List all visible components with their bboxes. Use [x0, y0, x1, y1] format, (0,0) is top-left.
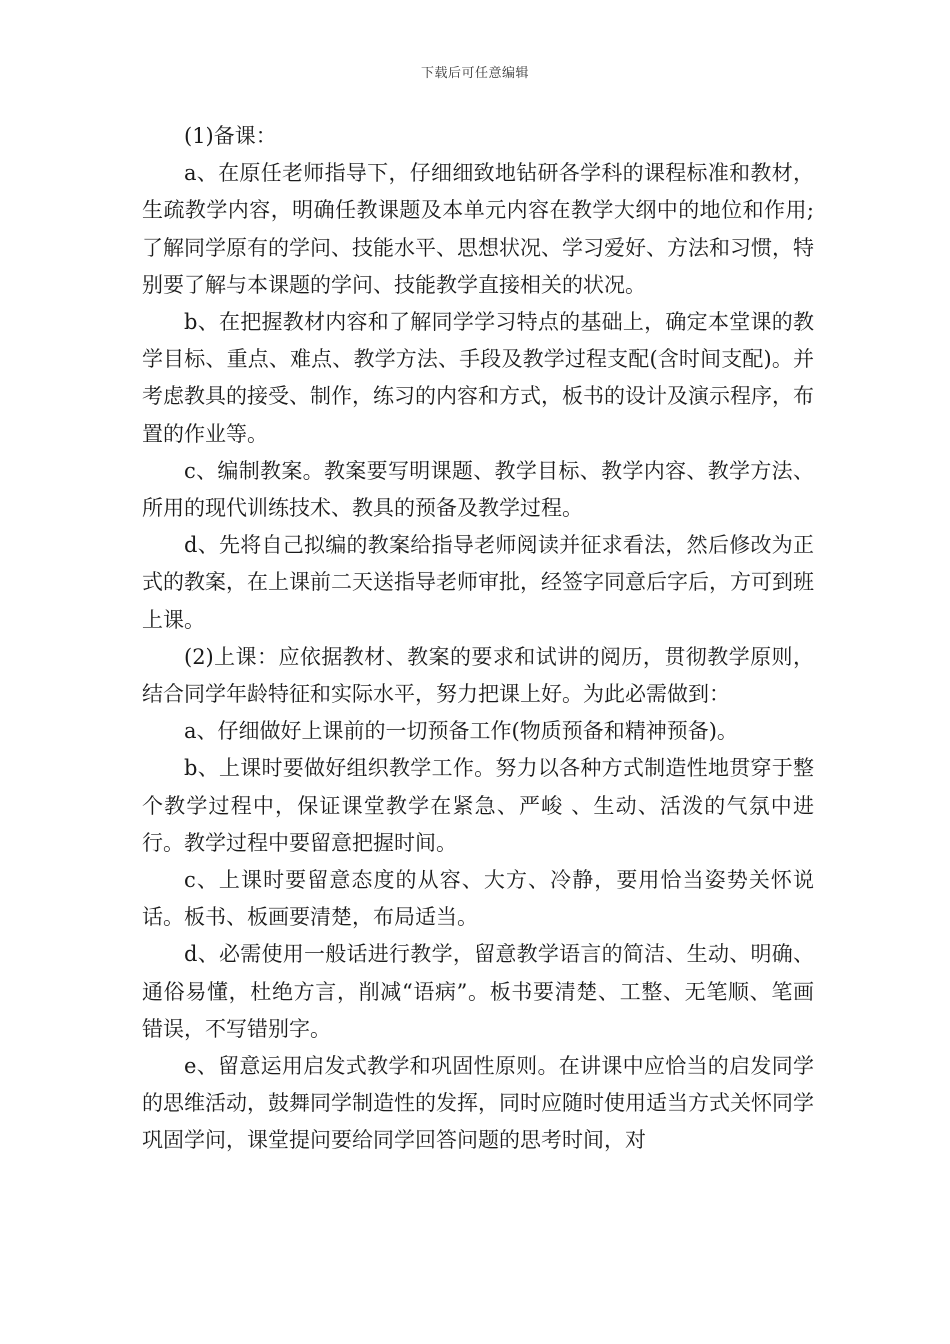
paragraph-class-c: c、上课时要留意态度的从容、大方、冷静，要用恰当姿势关怀说话。板书、板画要清楚，布局适当。	[142, 868, 814, 930]
paragraph-class-a: a、仔细做好上课前的一切预备工作(物质预备和精神预备)。	[184, 719, 738, 744]
paragraph-prep-d: d、先将自己拟编的教案给指导老师阅读并征求看法，然后修改为正式的教案，在上课前二天送指导老师审批，经签字同意后字后，方可到班上课。	[142, 533, 814, 632]
paragraph-class-heading: (2)上课：应依据教材、教案的要求和试讲的阅历，贯彻教学原则，结合同学年龄特征和实际水平，努力把课上好。为此必需做到：	[142, 644, 814, 707]
paragraph-prep-b: b、在把握教材内容和了解同学学习特点的基础上，确定本堂课的教学目标、重点、难点、教学方法、手段及教学过程支配(含时间支配)。并考虑教具的接受、制作，练习的内容和方式，板书的设计及演示程序，布置的作业等。	[142, 310, 814, 446]
paragraph-class-e: e、留意运用启发式教学和巩固性原则。在讲课中应恰当的启发同学的思维活动，鼓舞同学制造性的发挥，同时应随时使用适当方式关怀同学巩固学问，课堂提问要给同学回答问题的思考时间，对	[142, 1054, 814, 1153]
page-header: 下载后可任意编辑	[420, 66, 529, 81]
paragraph-prep-c: c、编制教案。教案要写明课题、教学目标、教学内容、教学方法、所用的现代训练技术、教具的预备及教学过程。	[142, 458, 814, 521]
paragraph-prep-a: a、在原任老师指导下，仔细细致地钻研各学科的课程标准和教材，生疏教学内容，明确任教课题及本单元内容在教学大纲中的地位和作用;了解同学原有的学问、技能水平、思想状况、学习爱好、方法和习惯，特别要了解与本课题的学问、技能教学直接相关的状况。	[142, 161, 814, 297]
document-body	[142, 118, 814, 1160]
paragraph-class-b: b、上课时要做好组织教学工作。努力以各种方式制造性地贯穿于整个教学过程中，保证课堂教学在紧急、严峻 、生动、活泼的气氛中进行。教学过程中要留意把握时间。	[142, 756, 814, 855]
paragraph-prep-heading: (1)备课：	[184, 124, 277, 148]
paragraph-class-d: d、必需使用一般话进行教学，留意教学语言的简洁、生动、明确、通俗易懂，杜绝方言，削减“语病”。板书要清楚、工整、无笔顺、笔画错误，不写错别字。	[142, 942, 814, 1041]
